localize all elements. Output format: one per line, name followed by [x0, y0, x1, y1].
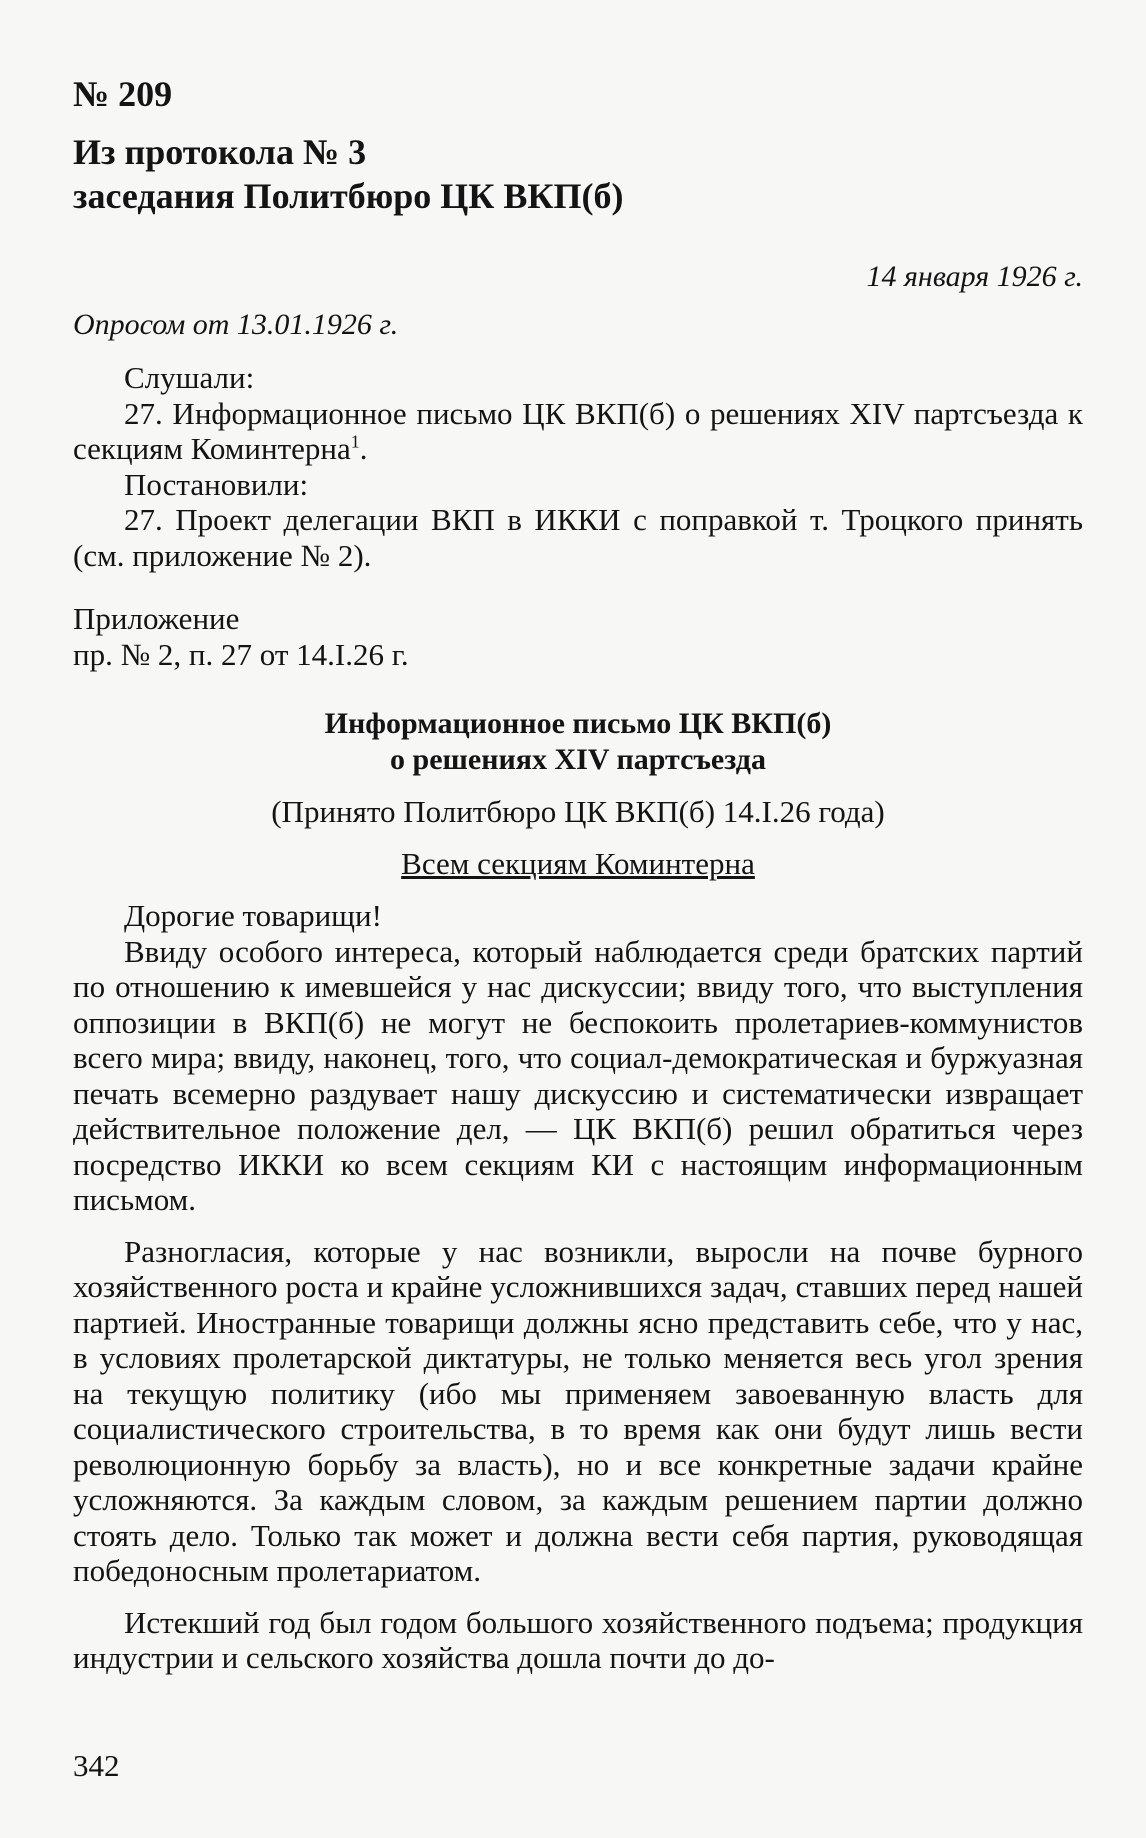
letter-title-line-2: о решениях XIV партсъезда	[390, 743, 766, 776]
letter-paragraph: Истекший год был годом большого хозяйственного подъема; продукция индустрии и сельского хозяйства дошла почти до до-	[73, 1604, 1083, 1675]
document-date: 14 января 1926 г.	[866, 260, 1083, 293]
appendix-label: Приложение	[73, 601, 240, 636]
footnote-marker: 1	[350, 431, 360, 452]
heard-item-text: 27. Информационное письмо ЦК ВКП(б) о решениях XIV партсъезда к секциям Коминтерна	[73, 395, 1083, 466]
decided-label: Постановили:	[124, 466, 309, 502]
document-page	[73, 72, 1083, 1676]
letter-paragraph: Разногласия, которые у нас возникли, выросли на почве бурного хозяйственного роста и крайне усложнившихся задач, ставших перед нашей партией. Иностранные товарищи должны ясно представить себе, что у нас, в условиях пролетарской диктатуры, не только меняется весь угол зрения на текущую политику (ибо мы применяем завоеванную власть для социалистического строительства, в то время как они будут лишь вести революционную борьбу за власть), но и все конкретные задачи крайне усложняются. За каждым словом, за каждым решением партии должно стоять дело. Только так может и должна вести себя партия, руководящая победоносным пролетариатом.	[73, 1233, 1083, 1588]
letter-addressee: Всем секциям Коминтерна	[401, 846, 755, 881]
document-number: № 209	[73, 74, 173, 114]
document-title-line-2: заседания Политбюро ЦК ВКП(б)	[73, 176, 624, 216]
appendix-reference: пр. № 2, п. 27 от 14.I.26 г.	[73, 636, 409, 672]
document-title-line-1: Из протокола № 3	[73, 132, 367, 172]
heard-item-end: .	[359, 431, 368, 466]
page-number: 342	[73, 1748, 120, 1783]
letter-subtitle: (Принято Политбюро ЦК ВКП(б) 14.I.26 года)	[271, 794, 885, 829]
letter-greeting: Дорогие товарищи!	[124, 898, 382, 933]
heard-label: Слушали:	[124, 360, 255, 395]
letter-title-line-1: Информационное письмо ЦК ВКП(б)	[324, 707, 832, 740]
heard-item	[73, 396, 1083, 467]
letter-paragraph: Ввиду особого интереса, который наблюдается среди братских партий по отношению к имевшейся у нас дискуссии; ввиду того, что выступления оппозиции в ВКП(б) не могут не беспокоить пролетариев-коммунистов всего мира; ввиду, наконец, того, что социал-демократическая и буржуазная печать всемерно раздувает нашу дискуссию и систематически извращает действительное положение дел, — ЦК ВКП(б) решил обратиться через посредство ИККИ ко всем секциям КИ с настоящим информационным письмом.	[73, 933, 1083, 1217]
decided-item: 27. Проект делегации ВКП в ИККИ с поправкой т. Троцкого принять (см. приложение № 2).	[73, 502, 1083, 573]
poll-date: Опросом от 13.01.1926 г.	[73, 308, 399, 341]
